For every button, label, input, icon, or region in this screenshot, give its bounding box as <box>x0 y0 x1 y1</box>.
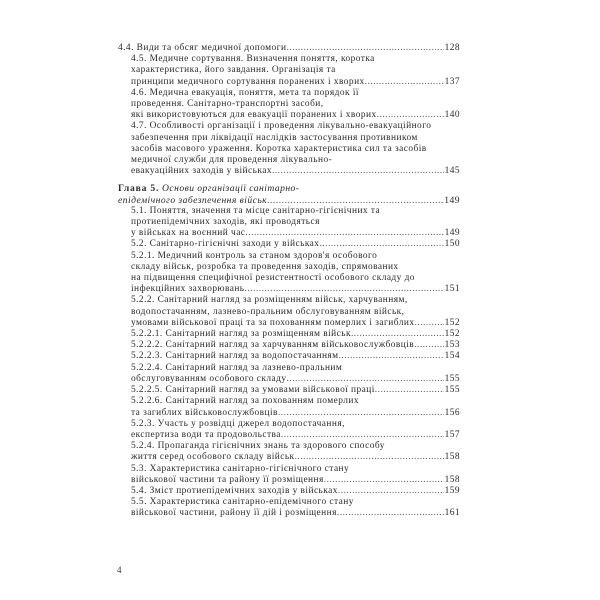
toc-entry-row <box>131 77 460 88</box>
table-of-contents <box>118 43 460 520</box>
toc-page-number: 159 <box>444 485 460 496</box>
toc-entry <box>118 88 460 122</box>
dot-leader <box>338 486 444 497</box>
chapter-heading-row <box>118 195 460 206</box>
toc-entry-row <box>131 430 460 441</box>
toc-entry <box>118 206 460 240</box>
dot-leader <box>287 374 444 385</box>
toc-page-number: 158 <box>444 474 460 485</box>
toc-page-number: 157 <box>444 429 460 440</box>
dot-leader <box>245 284 444 295</box>
toc-entry-row <box>131 486 460 497</box>
toc-entry <box>118 464 460 486</box>
toc-entry <box>118 43 460 54</box>
toc-entry-row <box>131 166 460 177</box>
toc-page-number: 145 <box>444 166 460 177</box>
toc-entry <box>118 385 460 396</box>
toc-entry-row <box>131 110 460 121</box>
toc-entry-text: 4.7. Особливості організації і проведення лікувально-евакуаційного <box>131 121 432 132</box>
dot-leader <box>414 318 443 329</box>
toc-entry-text: 5.2.1. Медичний контроль за станом здоров'я особового <box>131 250 378 261</box>
toc-entry-row <box>131 508 460 519</box>
toc-entry-text: складу військ, розробка та проведення заходів, спрямованих <box>131 261 399 272</box>
toc-entry-text: які використовуються для евакуації поранених і хворих <box>131 110 377 121</box>
toc-entry-text: експертиза води та продовольства <box>131 429 281 440</box>
toc-page-number: 155 <box>444 373 460 384</box>
toc-entry-text: проведення. Санітарно-транспортні засоби, <box>131 99 324 110</box>
toc-entry-text: 5.3. Характеристика санітарно-гігієнічного стану <box>131 463 350 474</box>
toc-page-number: 158 <box>444 452 460 463</box>
toc-page-number: 152 <box>444 329 460 340</box>
toc-entry-text: характеристика, його завдання. Організація та <box>131 65 336 76</box>
toc-page-number: 149 <box>444 228 460 239</box>
toc-entry-text: інфекційних захворювань <box>131 284 245 295</box>
toc-entry-text: протиепідемічних заходів, які проводяться <box>131 217 320 228</box>
toc-entry <box>118 239 460 250</box>
toc-entry-text: та загиблих військовослужбовців <box>131 407 278 418</box>
toc-entry <box>118 295 460 329</box>
toc-entry-text: у військах на воєнний час <box>131 228 246 239</box>
toc-entry-text: 5.2. Санітарно-гігієнічні заходи у військах <box>131 239 320 250</box>
chapter-title: Основи організації санітарно- <box>162 183 300 195</box>
toc-entry-row <box>131 329 460 340</box>
dot-leader <box>281 430 444 441</box>
toc-entry <box>118 54 460 88</box>
dot-leader <box>414 340 443 351</box>
chapter-heading-line <box>118 183 460 194</box>
dot-leader <box>324 475 444 486</box>
toc-entry <box>118 419 460 441</box>
toc-page-number: 151 <box>444 284 460 295</box>
toc-entry <box>118 121 460 177</box>
toc-page-number: 154 <box>444 351 460 362</box>
toc-entry-text: 5.5. Характеристика санітарно-епідемічного стану <box>131 497 354 508</box>
toc-page-number: 155 <box>444 385 460 396</box>
toc-entry-text: 4.5. Медичне сортування. Визначення поняття, коротка <box>131 54 375 65</box>
page-number: 4 <box>117 565 122 575</box>
toc-entry <box>118 497 460 519</box>
toc-entry-text: 4.6. Медична евакуація, поняття, мета та порядок її <box>131 87 359 98</box>
dot-leader <box>272 166 444 177</box>
toc-entry-text: умовами військової праці та за похованням померлих і загиблих <box>131 317 415 328</box>
toc-entry-text: забезпечення при ліквідації наслідків застосування противником <box>131 132 418 143</box>
toc-page-number: 150 <box>444 239 460 250</box>
dot-leader <box>339 351 444 362</box>
dot-leader <box>377 110 444 121</box>
toc-entry-row <box>131 228 460 239</box>
toc-entry-text: водопостачанням, лазнево-пральним обслуговуванням військ, <box>131 306 405 317</box>
chapter-label: Глава 5. <box>118 183 160 195</box>
toc-entry-row <box>131 374 460 385</box>
toc-entry-row <box>131 318 460 329</box>
toc-page-number: 161 <box>444 508 460 519</box>
toc-entry-row <box>131 284 460 295</box>
dot-leader <box>278 408 444 419</box>
toc-entry-text: 5.2.2. Санітарний нагляд за розміщенням військ, харчуванням, <box>131 295 408 306</box>
dot-leader <box>351 329 444 340</box>
toc-entry <box>118 441 460 463</box>
toc-entry-text: 5.4. Зміст протиепідемічних заходів у військах <box>131 485 338 496</box>
toc-entry-text: 5.2.2.1. Санітарний нагляд за розміщенням військ <box>131 329 351 340</box>
dot-leader <box>365 77 444 88</box>
toc-entry-text: на підвищення специфічної резистентності особового складу до <box>131 273 415 284</box>
toc-entry-text: 5.2.2.4. Санітарний нагляд за лазнево-пральним <box>131 362 343 373</box>
toc-entry-text: засобів масового ураження. Коротка характеристика сил та засобів <box>131 143 427 154</box>
toc-entry <box>118 486 460 497</box>
dot-leader <box>319 239 443 250</box>
toc-entry-text: 5.2.2.5. Санітарний нагляд за умовами військової праці <box>131 385 375 396</box>
toc-page-number: 137 <box>444 76 460 87</box>
toc-entry-row <box>131 351 460 362</box>
toc-entry <box>118 340 460 351</box>
toc-entry-row <box>131 385 460 396</box>
toc-entry-text: принципи медичного сортування поранених і хворих <box>131 76 365 87</box>
toc-entry-text: 4.4. Види та обсяг медичної допомоги <box>118 43 287 53</box>
toc-entry-row <box>131 475 460 486</box>
toc-entry-row <box>131 408 460 419</box>
toc-entry-text: 5.2.3. Участь у розвідці джерел водопостачання, <box>131 418 345 429</box>
toc-page-number: 156 <box>444 407 460 418</box>
toc-entry-row <box>131 340 460 351</box>
toc-entry-text: обслуговуванням особового складу <box>131 373 287 384</box>
dot-leader <box>267 195 443 206</box>
toc-entry-row <box>131 452 460 463</box>
toc-page-number: 140 <box>444 110 460 121</box>
toc-page-number: 153 <box>444 340 460 351</box>
toc-entry <box>118 396 460 418</box>
toc-entry-text: 5.1. Поняття, значення та місце санітарно-гігієнічних та <box>131 205 381 216</box>
toc-entry-row <box>118 43 460 54</box>
dot-leader <box>295 452 444 463</box>
toc-entry <box>118 351 460 362</box>
chapter-heading <box>118 183 460 205</box>
toc-entry-row <box>131 239 460 250</box>
toc-entry <box>118 329 460 340</box>
toc-entry-text: військової частини, району її дій і розміщення <box>131 508 337 519</box>
chapter-title: епідемічного забезпечення військ <box>118 194 268 206</box>
toc-entry-text: 5.2.4. Пропаганда гігієнічних знань та здорового способу <box>131 441 385 452</box>
toc-entry-text: 5.2.2.2. Санітарний нагляд за харчуванням військовослужбовців <box>131 340 415 351</box>
toc-entry-text: життя серед особового складу військ <box>131 452 295 463</box>
toc-entry-text: військової частини та району її розміщення <box>131 474 324 485</box>
dot-leader <box>337 508 444 519</box>
toc-page-number: 152 <box>444 317 460 328</box>
toc-page-number: 128 <box>444 43 460 53</box>
dot-leader <box>245 228 443 239</box>
toc-entry-text: евакуаційних заходів у військах <box>131 166 272 177</box>
dot-leader <box>286 43 443 54</box>
toc-entry-text: медичної служби для проведення лікувально- <box>131 155 333 166</box>
toc-entry <box>118 251 460 296</box>
toc-entry-text: 5.2.2.6. Санітарний нагляд за похованням померлих <box>131 396 360 407</box>
dot-leader <box>375 385 444 396</box>
toc-page-number: 149 <box>444 194 460 206</box>
toc-entry-text: 5.2.2.3. Санітарний нагляд за водопостачанням <box>131 351 339 362</box>
toc-entry <box>118 363 460 385</box>
